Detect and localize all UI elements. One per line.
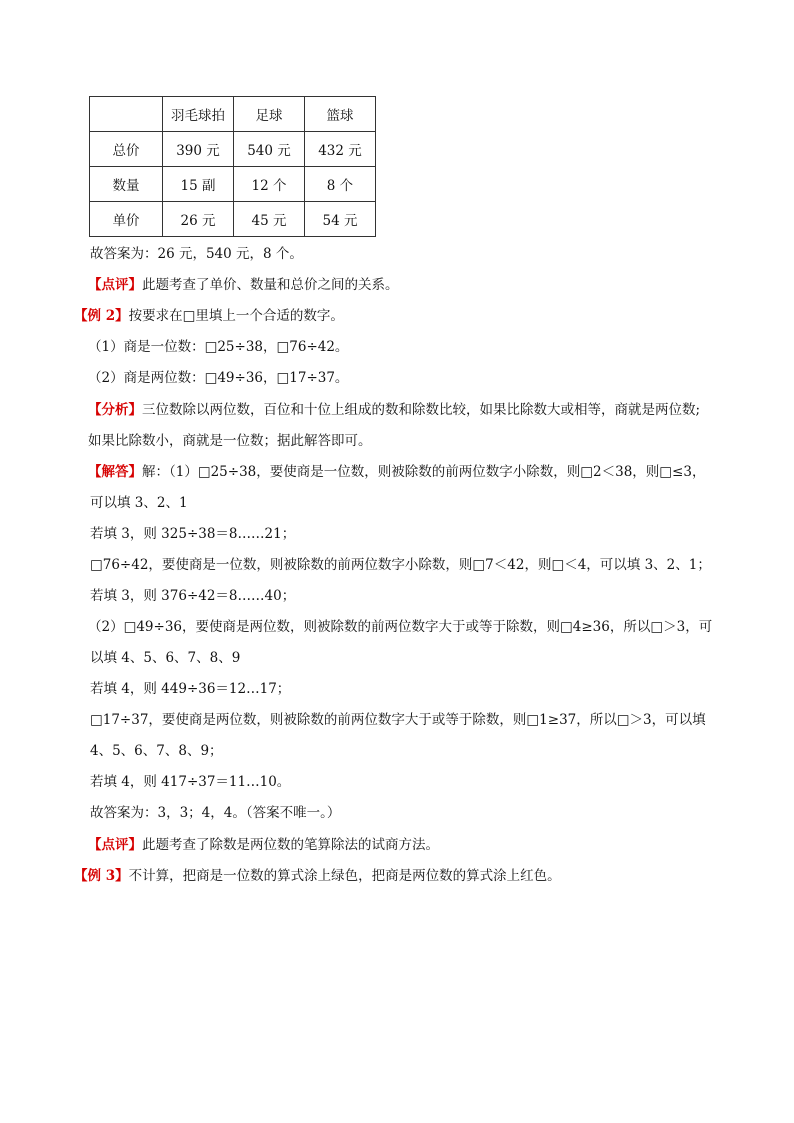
solution-line: 以填 4、5、6、7、8、9 <box>90 650 241 666</box>
analysis-line: 【分析】三位数除以两位数，百位和十位上组成的数和除数比较，如果比除数大或相等，商就是两位数; <box>88 402 701 418</box>
comment-tag: 【点评】 <box>88 277 142 293</box>
solution-line: □17÷37，要使商是两位数，则被除数的前两位数字大于或等于除数，则□1≥37，所以□＞3，可以填 <box>90 712 706 728</box>
table-cell: 足球 <box>234 97 305 132</box>
solution-line: 若填 3，则 325÷38＝8……21； <box>90 526 296 542</box>
table-cell: 15 副 <box>163 167 234 202</box>
example-tag: 【例 2】 <box>74 308 129 324</box>
table-cell: 390 元 <box>163 132 234 167</box>
table-cell: 432 元 <box>305 132 376 167</box>
table-cell: 540 元 <box>234 132 305 167</box>
solution-line: □76÷42，要使商是一位数，则被除数的前两位数字小除数，则□7＜42，则□＜4，可以填 3、2、1； <box>90 557 711 573</box>
solution-tag: 【解答】 <box>88 464 142 480</box>
answer-line: 故答案为：26 元，540 元，8 个。 <box>90 246 303 262</box>
table-cell: 篮球 <box>305 97 376 132</box>
solution-line: 若填 4，则 449÷36＝12…17； <box>90 681 291 697</box>
example-3-title: 【例 3】不计算，把商是一位数的算式涂上绿色，把商是两位数的算式涂上红色。 <box>74 868 561 884</box>
example-2-title: 【例 2】按要求在□里填上一个合适的数字。 <box>74 308 344 324</box>
solution-line: 【解答】解：（1）□25÷38，要使商是一位数，则被除数的前两位数字小除数，则□2＜38，则□≤3， <box>88 464 706 480</box>
table-cell: 数量 <box>90 167 163 202</box>
table-cell <box>90 97 163 132</box>
solution-line: 可以填 3、2、1 <box>90 495 188 511</box>
table-cell: 总价 <box>90 132 163 167</box>
analysis-line: 如果比除数小，商就是一位数；据此解答即可。 <box>88 433 372 449</box>
analysis-tag: 【分析】 <box>88 402 142 418</box>
table-cell: 54 元 <box>305 202 376 237</box>
table-cell: 8 个 <box>305 167 376 202</box>
solution-line: 若填 3，则 376÷42＝8……40； <box>90 588 296 604</box>
table-cell: 羽毛球拍 <box>163 97 234 132</box>
solution-line: 若填 4，则 417÷37＝11…10。 <box>90 774 291 790</box>
table-cell: 12 个 <box>234 167 305 202</box>
table-row <box>90 167 376 202</box>
table-cell: 单价 <box>90 202 163 237</box>
answer-line: 故答案为：3，3；4，4。（答案不唯一。） <box>90 805 341 821</box>
comment-tag: 【点评】 <box>88 837 142 853</box>
table-header-row <box>90 97 376 132</box>
table-row <box>90 132 376 167</box>
comment-line: 【点评】此题考查了除数是两位数的笔算除法的试商方法。 <box>88 837 439 853</box>
solution-line: （2）□49÷36，要使商是两位数，则被除数的前两位数字大于或等于除数，则□4≥36，所以□＞3，可 <box>88 619 713 635</box>
comment-line: 【点评】此题考查了单价、数量和总价之间的关系。 <box>88 277 399 293</box>
question-line: （1）商是一位数：□25÷38，□76÷42。 <box>88 339 349 355</box>
solution-line: 4、5、6、7、8、9； <box>90 743 223 759</box>
table-row <box>90 202 376 237</box>
example-tag: 【例 3】 <box>74 868 129 884</box>
question-line: （2）商是两位数：□49÷36，□17÷37。 <box>88 370 349 386</box>
table-cell: 45 元 <box>234 202 305 237</box>
price-table <box>89 96 376 237</box>
table-cell: 26 元 <box>163 202 234 237</box>
